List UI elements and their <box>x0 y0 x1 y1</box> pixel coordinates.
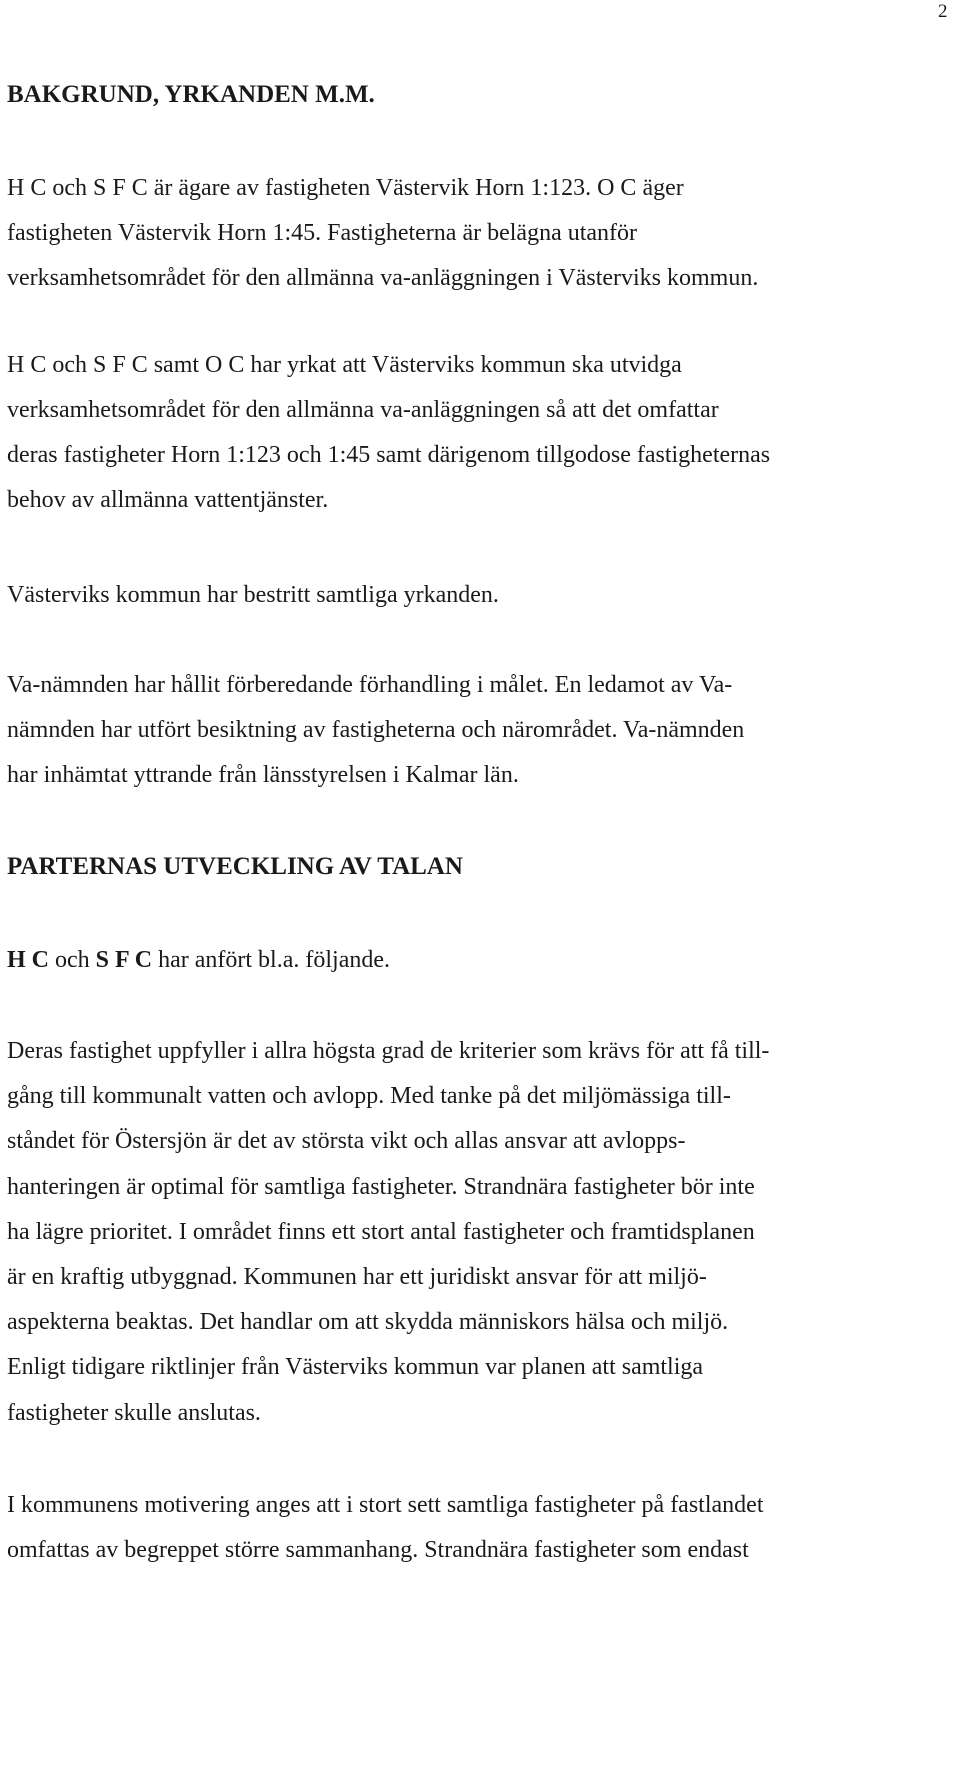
paragraph-line: I kommunens motivering anges att i stort sett samtliga fastigheter på fastlandet <box>7 1492 764 1518</box>
paragraph-line: har inhämtat yttrande från länsstyrelsen i Kalmar län. <box>7 762 519 788</box>
paragraph-line: nämnden har utfört besiktning av fastigheterna och närområdet. Va-nämnden <box>7 717 745 743</box>
paragraph-line: Deras fastighet uppfyller i allra högsta grad de kriterier som krävs för att få till- <box>7 1038 770 1064</box>
paragraph-line: deras fastigheter Horn 1:123 och 1:45 samt därigenom tillgodose fastigheternas <box>7 442 771 468</box>
paragraph-line: verksamhetsområdet för den allmänna va-anläggningen så att det omfattar <box>7 397 719 423</box>
section-intro <box>7 945 390 975</box>
paragraph-line: ståndet för Östersjön är det av största vikt och allas ansvar att avlopps- <box>7 1128 686 1154</box>
paragraph-line: verksamhetsområdet för den allmänna va-anläggningen i Västerviks kommun. <box>7 265 759 291</box>
paragraph-line: aspekterna beaktas. Det handlar om att skydda människors hälsa och miljö. <box>7 1309 729 1335</box>
party-name: S F C <box>95 947 153 973</box>
paragraph-line: är en kraftig utbyggnad. Kommunen har ett juridiskt ansvar för att miljö- <box>7 1264 707 1290</box>
paragraph-line: hanteringen är optimal för samtliga fastigheter. Strandnära fastigheter bör inte <box>7 1174 755 1200</box>
section-heading-bakgrund: BAKGRUND, YRKANDEN M.M. <box>7 81 375 108</box>
intro-text: har anfört bl.a. följande. <box>152 947 391 973</box>
section-heading-parternas: PARTERNAS UTVECKLING AV TALAN <box>7 853 463 880</box>
paragraph-line: H C och S F C samt O C har yrkat att Västerviks kommun ska utvidga <box>7 352 682 378</box>
paragraph-line: Va-nämnden har hållit förberedande förhandling i målet. En ledamot av Va- <box>7 672 733 698</box>
intro-text: och <box>49 947 96 973</box>
party-name: H C <box>7 947 49 973</box>
paragraph-line: ha lägre prioritet. I området finns ett stort antal fastigheter och framtidsplanen <box>7 1219 755 1245</box>
paragraph-line: Västerviks kommun har bestritt samtliga yrkanden. <box>7 582 499 608</box>
paragraph-line: fastigheten Västervik Horn 1:45. Fastigheterna är belägna utanför <box>7 220 638 246</box>
page-number: 2 <box>938 1 948 22</box>
paragraph-line: Enligt tidigare riktlinjer från Västerviks kommun var planen att samtliga <box>7 1354 704 1380</box>
paragraph-line: behov av allmänna vattentjänster. <box>7 487 329 513</box>
paragraph-line: fastigheter skulle anslutas. <box>7 1400 261 1426</box>
paragraph-line: omfattas av begreppet större sammanhang. Strandnära fastigheter som endast <box>7 1537 749 1563</box>
paragraph-line: H C och S F C är ägare av fastigheten Västervik Horn 1:123. O C äger <box>7 175 684 201</box>
paragraph-line: gång till kommunalt vatten och avlopp. Med tanke på det miljömässiga till- <box>7 1083 731 1109</box>
